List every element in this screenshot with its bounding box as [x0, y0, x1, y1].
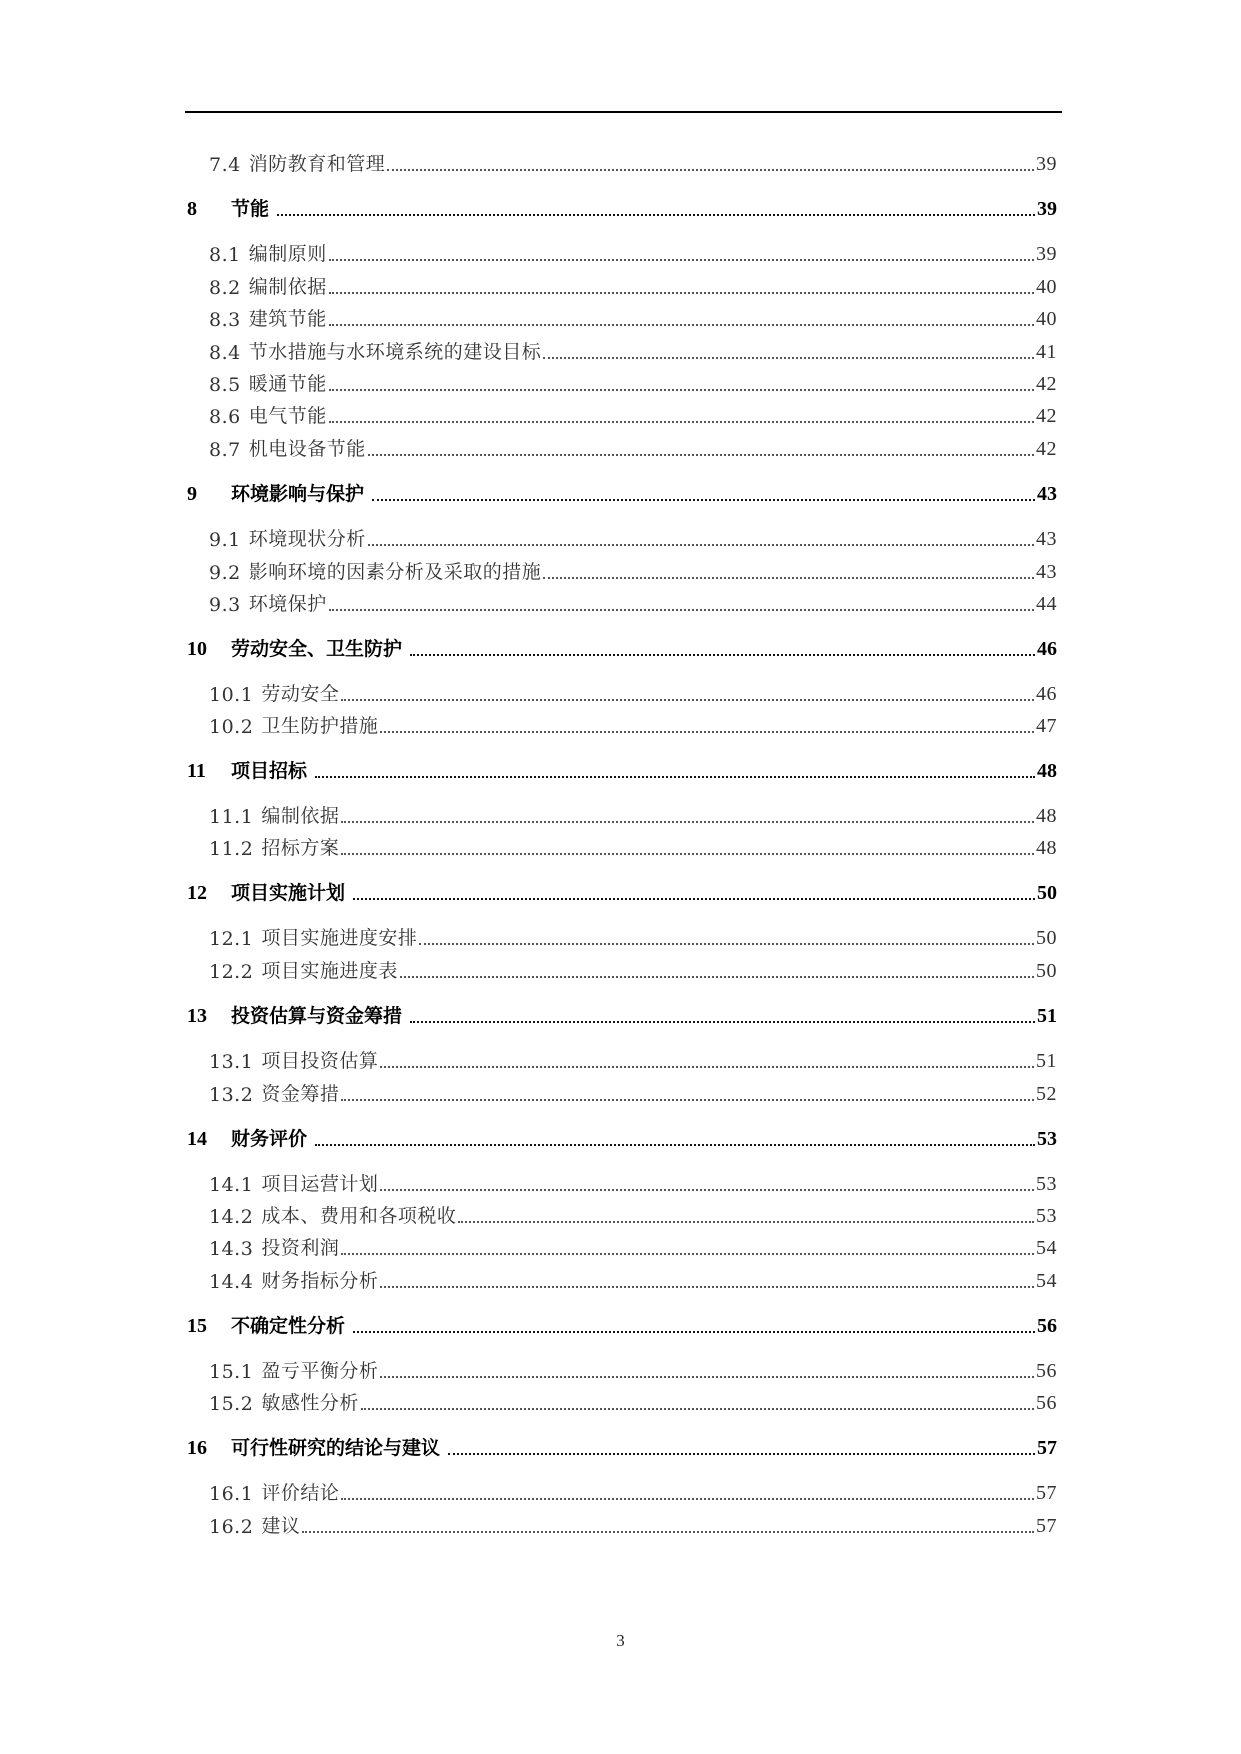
toc-dot-leader — [368, 454, 1034, 456]
toc-subsection-entry[interactable] — [209, 1080, 1057, 1106]
toc-dot-leader — [315, 1144, 1035, 1146]
toc-subsection-entry[interactable] — [209, 402, 1057, 428]
toc-entry-page: 44 — [1036, 593, 1057, 615]
toc-entry-page: 39 — [1037, 198, 1057, 220]
toc-entry-page: 40 — [1036, 276, 1057, 298]
toc-entry-title: 资金筹措 — [261, 1083, 340, 1105]
toc-subsection-entry[interactable] — [209, 924, 1057, 950]
toc-entry-page: 54 — [1036, 1270, 1057, 1292]
toc-dot-leader — [368, 544, 1034, 546]
toc-entry-number: 8.5 — [209, 374, 241, 396]
toc-entry-title: 投资估算与资金筹措 — [231, 1005, 403, 1027]
toc-entry-title: 项目运营计划 — [261, 1173, 379, 1195]
toc-entry-title: 节能 — [231, 198, 270, 220]
toc-dot-leader — [380, 1066, 1034, 1068]
toc-subsection-entry[interactable] — [209, 1512, 1057, 1538]
toc-entry-number: 11.1 — [209, 806, 254, 828]
toc-entry-number: 14.3 — [209, 1238, 254, 1260]
toc-entry-title: 节水措施与水环境系统的建设目标 — [248, 341, 542, 363]
toc-dot-leader — [380, 1286, 1034, 1288]
toc-subsection-entry[interactable] — [209, 305, 1057, 331]
toc-dot-leader — [341, 1099, 1034, 1101]
toc-subsection-entry[interactable] — [209, 525, 1057, 551]
toc-entry-page: 48 — [1036, 805, 1057, 827]
toc-entry-title: 编制原则 — [248, 243, 327, 265]
toc-subsection-entry[interactable] — [209, 680, 1057, 706]
toc-dot-leader — [315, 776, 1035, 778]
toc-subsection-entry[interactable] — [209, 1389, 1057, 1415]
toc-subsection-entry[interactable] — [209, 712, 1057, 738]
toc-entry-title: 可行性研究的结论与建议 — [231, 1437, 441, 1459]
toc-dot-leader — [329, 421, 1034, 423]
toc-dot-leader — [419, 943, 1034, 945]
toc-entry-number: 8.3 — [209, 309, 241, 331]
toc-dot-leader — [329, 324, 1034, 326]
toc-dot-leader — [410, 1021, 1035, 1023]
toc-dot-leader — [341, 853, 1034, 855]
toc-entry-number: 16.1 — [209, 1483, 254, 1505]
toc-entry-title: 盈亏平衡分析 — [261, 1360, 379, 1382]
toc-dot-leader — [353, 898, 1035, 900]
toc-subsection-entry[interactable] — [209, 957, 1057, 983]
toc-subsection-entry[interactable] — [209, 558, 1057, 584]
toc-entry-title: 投资利润 — [261, 1237, 340, 1259]
toc-entry-title: 编制依据 — [248, 276, 327, 298]
toc-dot-leader — [353, 1331, 1035, 1333]
toc-entry-page: 50 — [1036, 927, 1057, 949]
toc-dot-leader — [380, 731, 1034, 733]
toc-entry-page: 41 — [1036, 341, 1057, 363]
toc-subsection-entry[interactable] — [209, 1234, 1057, 1260]
toc-subsection-entry[interactable] — [209, 590, 1057, 616]
toc-entry-page: 42 — [1036, 438, 1057, 460]
toc-entry-title: 评价结论 — [261, 1482, 340, 1504]
toc-entry-title: 环境现状分析 — [248, 528, 366, 550]
toc-entry-page: 47 — [1036, 715, 1057, 737]
toc-entry-page: 51 — [1036, 1050, 1057, 1072]
toc-entry-title: 项目招标 — [231, 760, 308, 782]
toc-entry-page: 43 — [1036, 528, 1057, 550]
toc-dot-leader — [341, 1253, 1034, 1255]
toc-entry-page: 46 — [1037, 638, 1057, 660]
toc-section-entry[interactable] — [187, 1312, 1057, 1338]
toc-entry-title: 劳动安全 — [261, 683, 340, 705]
toc-entry-title: 不确定性分析 — [231, 1315, 346, 1337]
toc-entry-page: 56 — [1036, 1360, 1057, 1382]
toc-dot-leader — [372, 499, 1035, 501]
toc-entry-number: 8.6 — [209, 406, 241, 428]
toc-subsection-entry[interactable] — [209, 802, 1057, 828]
toc-dot-leader — [329, 389, 1034, 391]
toc-entry-title: 卫生防护措施 — [261, 715, 379, 737]
toc-entry-page: 57 — [1036, 1515, 1057, 1537]
toc-dot-leader — [302, 1531, 1034, 1533]
toc-section-entry[interactable] — [187, 1125, 1057, 1151]
toc-dot-leader — [380, 1189, 1034, 1191]
toc-entry-title: 项目实施进度表 — [261, 960, 398, 982]
toc-subsection-entry[interactable] — [209, 1267, 1057, 1293]
toc-subsection-entry[interactable] — [209, 1170, 1057, 1196]
toc-dot-leader — [341, 699, 1034, 701]
toc-entry-page: 53 — [1037, 1128, 1057, 1150]
toc-entry-page: 54 — [1036, 1237, 1057, 1259]
toc-entry-number: 8.1 — [209, 244, 241, 266]
toc-entry-page: 48 — [1037, 760, 1057, 782]
toc-entry-title: 暖通节能 — [248, 373, 327, 395]
toc-entry-number: 13.2 — [209, 1084, 254, 1106]
toc-entry-title: 环境影响与保护 — [231, 483, 365, 505]
toc-entry-number: 13.1 — [209, 1051, 254, 1073]
toc-entry-number: 9.2 — [209, 562, 241, 584]
toc-dot-leader — [341, 1498, 1034, 1500]
toc-dot-leader — [543, 357, 1034, 359]
toc-entry-page: 57 — [1036, 1482, 1057, 1504]
toc-entry-number: 14 — [187, 1128, 207, 1150]
toc-entry-title: 消防教育和管理 — [248, 153, 386, 175]
toc-entry-page: 48 — [1036, 837, 1057, 859]
toc-entry-number: 15.1 — [209, 1361, 254, 1383]
toc-subsection-entry[interactable] — [209, 370, 1057, 396]
toc-entry-title: 建议 — [261, 1515, 301, 1537]
toc-dot-leader — [277, 214, 1035, 216]
toc-entry-page: 39 — [1036, 243, 1057, 265]
toc-entry-page: 42 — [1036, 405, 1057, 427]
toc-entry-title: 成本、费用和各项税收 — [261, 1205, 457, 1227]
toc-entry-number: 15 — [187, 1315, 207, 1337]
toc-entry-page: 43 — [1036, 561, 1057, 583]
toc-subsection-entry[interactable] — [209, 1479, 1057, 1505]
toc-entry-page: 43 — [1037, 483, 1057, 505]
toc-entry-title: 影响环境的因素分析及采取的措施 — [248, 561, 542, 583]
toc-entry-page: 56 — [1037, 1315, 1057, 1337]
toc-entry-number: 15.2 — [209, 1393, 254, 1415]
toc-subsection-entry[interactable] — [209, 834, 1057, 860]
toc-entry-page: 42 — [1036, 373, 1057, 395]
toc-entry-title: 项目实施进度安排 — [261, 927, 418, 949]
toc-entry-number: 12.2 — [209, 961, 254, 983]
toc-subsection-entry[interactable] — [209, 435, 1057, 461]
toc-section-entry[interactable] — [187, 1434, 1057, 1460]
toc-entry-page: 50 — [1036, 960, 1057, 982]
toc-entry-title: 项目投资估算 — [261, 1050, 379, 1072]
toc-entry-title: 环境保护 — [248, 593, 327, 615]
toc-dot-leader — [329, 259, 1034, 261]
toc-entry-number: 14.1 — [209, 1174, 254, 1196]
toc-subsection-entry[interactable] — [209, 273, 1057, 299]
toc-entry-number: 10 — [187, 638, 207, 660]
toc-entry-title: 财务指标分析 — [261, 1270, 379, 1292]
toc-entry-number: 16 — [187, 1437, 207, 1459]
toc-entry-number: 8.2 — [209, 277, 241, 299]
toc-entry-page: 46 — [1036, 683, 1057, 705]
toc-dot-leader — [410, 654, 1035, 656]
toc-entry-number: 11.2 — [209, 838, 254, 860]
toc-entry-number: 8 — [187, 198, 197, 220]
toc-section-entry[interactable] — [187, 1002, 1057, 1028]
toc-dot-leader — [387, 169, 1034, 171]
toc-subsection-entry[interactable] — [209, 150, 1057, 176]
toc-entry-page: 40 — [1036, 308, 1057, 330]
toc-section-entry[interactable] — [187, 879, 1057, 905]
toc-entry-number: 10.1 — [209, 684, 254, 706]
toc-entry-number: 14.4 — [209, 1271, 254, 1293]
toc-entry-page: 51 — [1037, 1005, 1057, 1027]
toc-entry-number: 13 — [187, 1005, 207, 1027]
toc-entry-title: 财务评价 — [231, 1128, 308, 1150]
toc-dot-leader — [380, 1376, 1034, 1378]
toc-entry-title: 机电设备节能 — [248, 438, 366, 460]
toc-subsection-entry[interactable] — [209, 1202, 1057, 1228]
toc-entry-number: 8.4 — [209, 342, 241, 364]
toc-entry-number: 7.4 — [209, 154, 241, 176]
toc-entry-title: 编制依据 — [261, 805, 340, 827]
toc-entry-number: 9 — [187, 483, 197, 505]
toc-subsection-entry[interactable] — [209, 1047, 1057, 1073]
toc-section-entry[interactable] — [187, 195, 1057, 221]
toc-entry-page: 39 — [1036, 153, 1057, 175]
toc-dot-leader — [341, 821, 1034, 823]
toc-subsection-entry[interactable] — [209, 1357, 1057, 1383]
toc-entry-title: 项目实施计划 — [231, 882, 346, 904]
toc-entry-number: 16.2 — [209, 1516, 254, 1538]
toc-dot-leader — [448, 1453, 1035, 1455]
toc-section-entry[interactable] — [187, 757, 1057, 783]
toc-entry-number: 12.1 — [209, 928, 254, 950]
toc-entry-page: 50 — [1037, 882, 1057, 904]
toc-entry-number: 9.3 — [209, 594, 241, 616]
toc-entry-page: 52 — [1036, 1083, 1057, 1105]
toc-section-entry[interactable] — [187, 480, 1057, 506]
toc-subsection-entry[interactable] — [209, 240, 1057, 266]
toc-entry-title: 建筑节能 — [248, 308, 327, 330]
toc-entry-title: 劳动安全、卫生防护 — [231, 638, 403, 660]
toc-dot-leader — [458, 1221, 1034, 1223]
toc-entry-page: 53 — [1036, 1173, 1057, 1195]
toc-entry-page: 56 — [1036, 1392, 1057, 1414]
toc-entry-number: 12 — [187, 882, 207, 904]
toc-dot-leader — [400, 976, 1034, 978]
toc-entry-title: 招标方案 — [261, 837, 340, 859]
toc-entry-page: 53 — [1036, 1205, 1057, 1227]
toc-entry-number: 9.1 — [209, 529, 241, 551]
toc-section-entry[interactable] — [187, 635, 1057, 661]
toc-entry-number: 11 — [187, 760, 206, 782]
toc-entry-title: 电气节能 — [248, 405, 327, 427]
toc-dot-leader — [361, 1408, 1034, 1410]
toc-entry-number: 14.2 — [209, 1206, 254, 1228]
toc-entry-title: 敏感性分析 — [261, 1392, 359, 1414]
toc-subsection-entry[interactable] — [209, 338, 1057, 364]
toc-dot-leader — [329, 292, 1034, 294]
toc-entry-page: 57 — [1037, 1437, 1057, 1459]
toc-entry-number: 8.7 — [209, 439, 241, 461]
toc-dot-leader — [329, 609, 1034, 611]
page-number: 3 — [616, 1631, 625, 1650]
toc-entry-number: 10.2 — [209, 716, 254, 738]
toc-dot-leader — [543, 577, 1034, 579]
